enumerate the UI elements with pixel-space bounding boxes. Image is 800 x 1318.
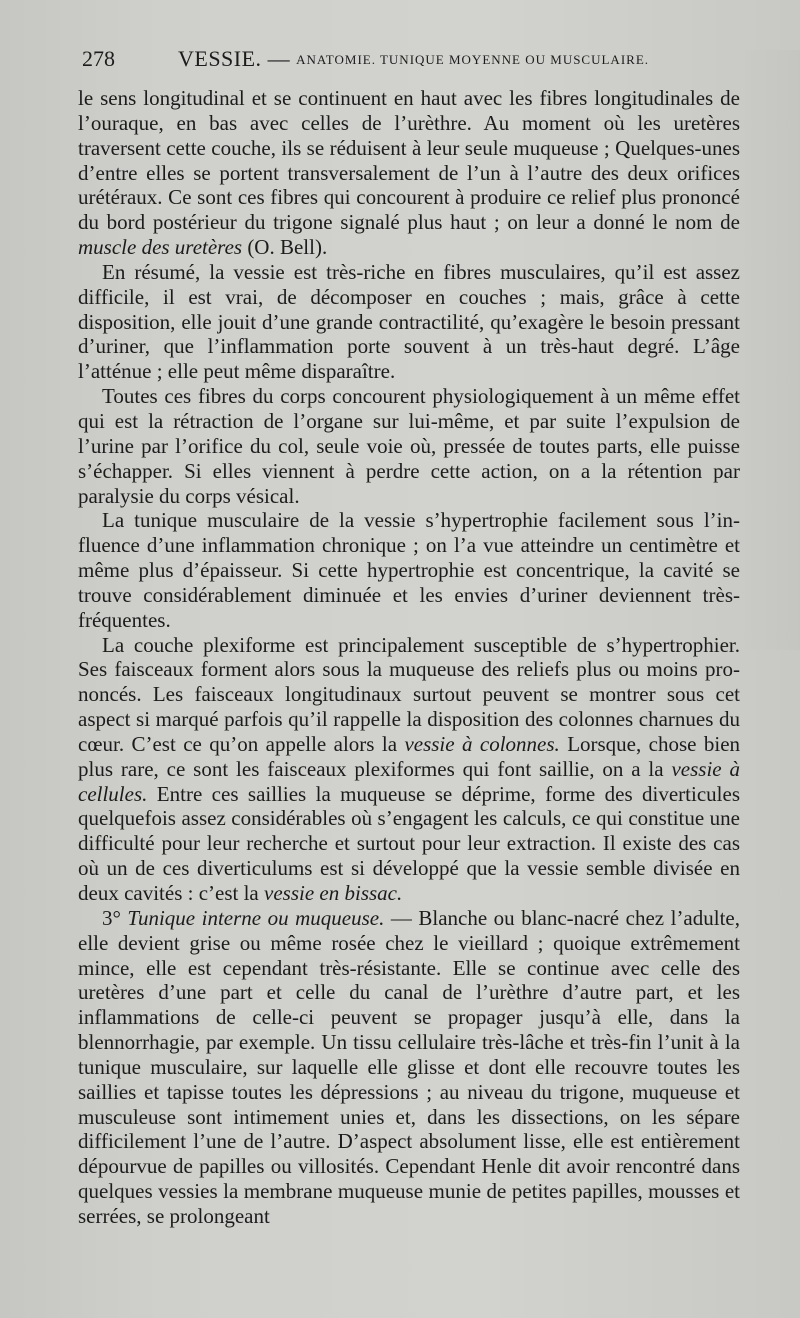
- paragraph-1: [78, 86, 740, 260]
- paragraph-1-text: le sens longitudinal et se continuent en haut avec les fibres longitudinales de l’ouraque, en bas avec celles de l’urèthre. Au moment où les uretères traversent cette couche, ils se réduisent à leur seule muqueuse ; Quelques-unes d’entre elles se portent transversalement de l’un à l’autre des deux orifices urétéraux. Ce sont ces fibres qui concourent à produire ce relief plus prononcé du bord postérieur du trigone signalé plus haut ; on leur a donné le nom de: [78, 86, 740, 235]
- page-body: [78, 86, 740, 1229]
- paragraph-6-text: — Blanche ou blanc-nacré chez l’adulte, elle devient grise ou même rosée chez le vieillard ; quoique extrêmement mince, elle est cependant très-résistante. Elle se continue avec celle des uretères d’une part et celle du canal de l’urèthre d’autre part, et les inflammations de celle-ci peuvent se propager jusqu’à elle, dans la blennorrhagie, par exemple. Un tissu cellulaire très-lâche et très-fin l’unit à la tunique musculaire, sur laquelle elle glisse et dont elle recouvre toutes les saillies et tapisse toutes les dépressions ; au niveau du trigone, muqueuse et musculeuse sont intimement unies et, dans les dissections, on les sépare difficilement l’une de l’autre. D’aspect absolument lisse, elle est entièrement dépourvue de papilles ou villosités. Cependant Henle dit avoir rencontré dans quelques vessies la membrane muqueuse munie de petites papilles, mousses et serrées, se prolongeant: [78, 905, 740, 1228]
- page-number: 278: [82, 46, 115, 71]
- section-heading-tunique-interne: Tunique interne ou muqueuse.: [127, 905, 385, 930]
- running-head-title: [178, 46, 649, 72]
- paragraph-4: La tunique musculaire de la vessie s’hypertrophie facilement sous l’influence d’une inflammation chronique ; on l’a vue atteindre un centimètre et même plus d’épaisseur. Si cette hypertrophie est concentrique, la cavité se trouve considérablement diminuée et les envies d’uriner deviennent très-fréquentes.: [78, 508, 740, 632]
- paragraph-5-text-b: Lorsque, chose bien plus rare, ce sont les faisceaux plexiformes qui font saillie, on a la: [78, 731, 741, 781]
- term-vessie-en-bissac: vessie en bissac.: [264, 881, 403, 905]
- paragraph-2: En résumé, la vessie est très-riche en fibres musculaires, qu’il est assez difficile, il est vrai, de décomposer en couches ; mais, grâce à cette disposition, elle jouit d’une grande contractilité, qu’exagère le besoin pressant d’uriner, que l’inflammation porte souvent à un très-haut degré. L’âge l’atténue ; elle peut même disparaître.: [78, 259, 740, 384]
- paragraph-3: Toutes ces fibres du corps concourent physiologiquement à un même effet qui est la rétraction de l’organe sur lui-même, et par suite l’expulsion de l’urine par l’orifice du col, seule voie où, pressée de toutes parts, elle puisse s’échapper. Si elles viennent à perdre cette action, on a la rétention par paralysie du corps vésical.: [78, 384, 740, 508]
- header-separator: —: [267, 46, 291, 71]
- term-vessie-a-colonnes: vessie à colonnes.: [404, 731, 560, 756]
- paragraph-5-text-a: La couche plexiforme est principalement susceptible de s’hypertrophier. Ses faisceaux forment alors sous la muqueuse des reliefs plus ou moins prononcés. Les faisceaux longitudinaux surtout peuvent se montrer sous cet aspect si marqué parfois qu’il rappelle la disposition des colonnes charnues du cœur. C’est ce qu’on appelle alors la: [78, 632, 740, 756]
- paragraph-6: [78, 906, 740, 1229]
- section-subtitle: ANATOMIE. TUNIQUE MOYENNE OU MUSCULAIRE.: [296, 52, 650, 67]
- page-edge-shadow: [740, 50, 800, 650]
- paragraph-5-text-c: Entre ces saillies la muqueuse se déprime, forme des diverticules quelquefois assez considérables où s’engagent les calculs, ce qui constitue une difficulté pour leur recherche et surtout pour leur extraction. Il existe des cas où un de ces diverticulums est si développé que la vessie semble divisée en deux cavités : c’est la: [78, 781, 740, 905]
- running-header: [80, 46, 760, 76]
- paragraph-1-end: (O. Bell).: [247, 235, 328, 260]
- paragraph-5: [78, 633, 740, 906]
- term-vessie-a-cellules: vessie à cellules.: [78, 756, 740, 806]
- chapter-title: VESSIE.: [178, 46, 262, 71]
- term-muscle-des-ureteres: muscle des uretères: [78, 235, 243, 260]
- section-number: 3°: [102, 905, 121, 930]
